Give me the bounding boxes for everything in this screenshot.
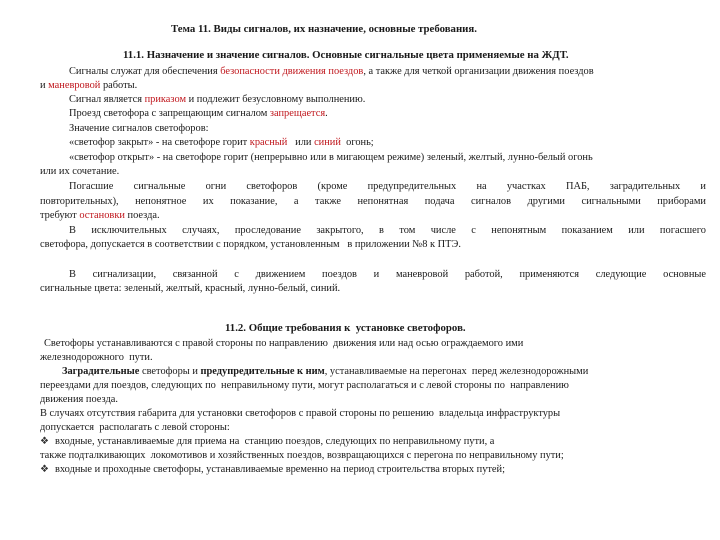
paragraph-placement-line2: железнодорожного пути. [40,352,153,363]
highlight-term: безопасности движения поездов [220,66,364,77]
text: , устанавливаемые на перегонах перед железнодорожными [324,366,589,377]
bullet-item-entry-signals-line2: также подталкивающих локомотивов и хозяйственных поездов, возвращающихся с перегона по неправильному пути; [40,450,564,461]
highlight-term: красный [249,137,288,148]
paragraph-clearance-line2: допускается располагать с левой стороны: [40,422,230,433]
paragraph-clearance-line1: В случаях отсутствия габарита для установки светофоров с правой стороны по решению владельца инфраструктуры [40,408,561,419]
bold-term: Заградительные [62,366,140,377]
paragraph-colors-line1: В сигнализации, связанной с движением поездов и маневровой работой, применяются следующие основные [69,269,706,280]
paragraph-signal-open-line1: «светофор открыт» - на светофоре горит (непрерывно или в мигающем режиме) зеленый, желтый, лунно-белый огонь [69,152,593,163]
bullet-item-temporary-signals [40,463,505,476]
paragraph-barrier-line3: движения поезда. [40,394,118,405]
bold-term: предупредительные к ним [200,366,325,377]
text: огонь; [340,137,374,148]
text: . [325,108,328,119]
paragraph-order [69,93,365,106]
bullet-item-entry-signals-line1 [40,435,494,448]
highlight-term: запрещается [269,108,326,119]
text: Сигналы служат для обеспечения [69,66,221,77]
paragraph-extinguished-line2: повторительных), непонятное их показание, а также непонятная подача сигналов другими сигнальными приборами [40,196,706,207]
paragraph-signal-meaning: Значение сигналов светофоров: [69,123,209,134]
text: и подлежит безусловному выполнению. [186,94,366,105]
text: или [287,137,315,148]
text: требуют [40,210,80,221]
paragraph-purpose-line1 [69,65,594,78]
section-2-heading: 11.2. Общие требования к установке светофоров. [225,322,466,334]
text: «светофор закрыт» - на светофоре горит [69,137,250,148]
paragraph-barrier-line2: переездами для поездов, следующих по неправильному пути, могут располагаться и с левой стороны по направлению [40,380,569,391]
text: входные и проходные светофоры, устанавливаемые временно на период строительства вторых путей; [54,464,505,475]
text: работы. [100,80,138,91]
text: входные, устанавливаемые для приема на станцию поездов, следующих по неправильному пути, а [54,436,495,447]
highlight-term: приказом [144,94,187,105]
paragraph-extinguished-line1: Погасшие сигнальные огни светофоров (кроме предупредительных на участках ПАБ, заградительных и [69,181,706,192]
text: , а также для четкой организации движения поездов [363,66,594,77]
diamond-bullet-icon: ❖ [40,464,49,475]
text: светофоры и [139,366,201,377]
document-title: Тема 11. Виды сигналов, их назначение, основные требования. [171,23,477,35]
paragraph-colors-line2: сигнальные цвета: зеленый, желтый, красный, лунно-белый, синий. [40,283,341,294]
paragraph-exceptional-line1: В исключительных случаях, проследование закрытого, в том числе с непонятным показанием или погасшего [69,225,706,236]
highlight-term: остановки [79,210,125,221]
paragraph-prohibition [69,107,328,120]
paragraph-signal-closed [69,136,374,149]
paragraph-exceptional-line2: светофора, допускается в соответствии с порядком, установленным в приложении №8 к ПТЭ. [40,239,461,250]
text: Сигнал является [69,94,145,105]
text: и [40,80,49,91]
highlight-term: синий [314,137,341,148]
paragraph-extinguished-line3 [40,209,160,222]
paragraph-purpose-line2 [40,79,137,92]
paragraph-barrier-line1 [62,365,588,378]
paragraph-signal-open-line2: или их сочетание. [40,166,120,177]
highlight-term: маневровой [48,80,101,91]
paragraph-placement-line1: Светофоры устанавливаются с правой стороны по направлению движения или над осью ограждаемого ими [44,338,524,349]
text: Проезд светофора с запрещающим сигналом [69,108,270,119]
section-1-heading: 11.1. Назначение и значение сигналов. Основные сигнальные цвета применяемые на ЖДТ. [123,49,569,61]
text: поезда. [124,210,160,221]
diamond-bullet-icon: ❖ [40,436,49,447]
